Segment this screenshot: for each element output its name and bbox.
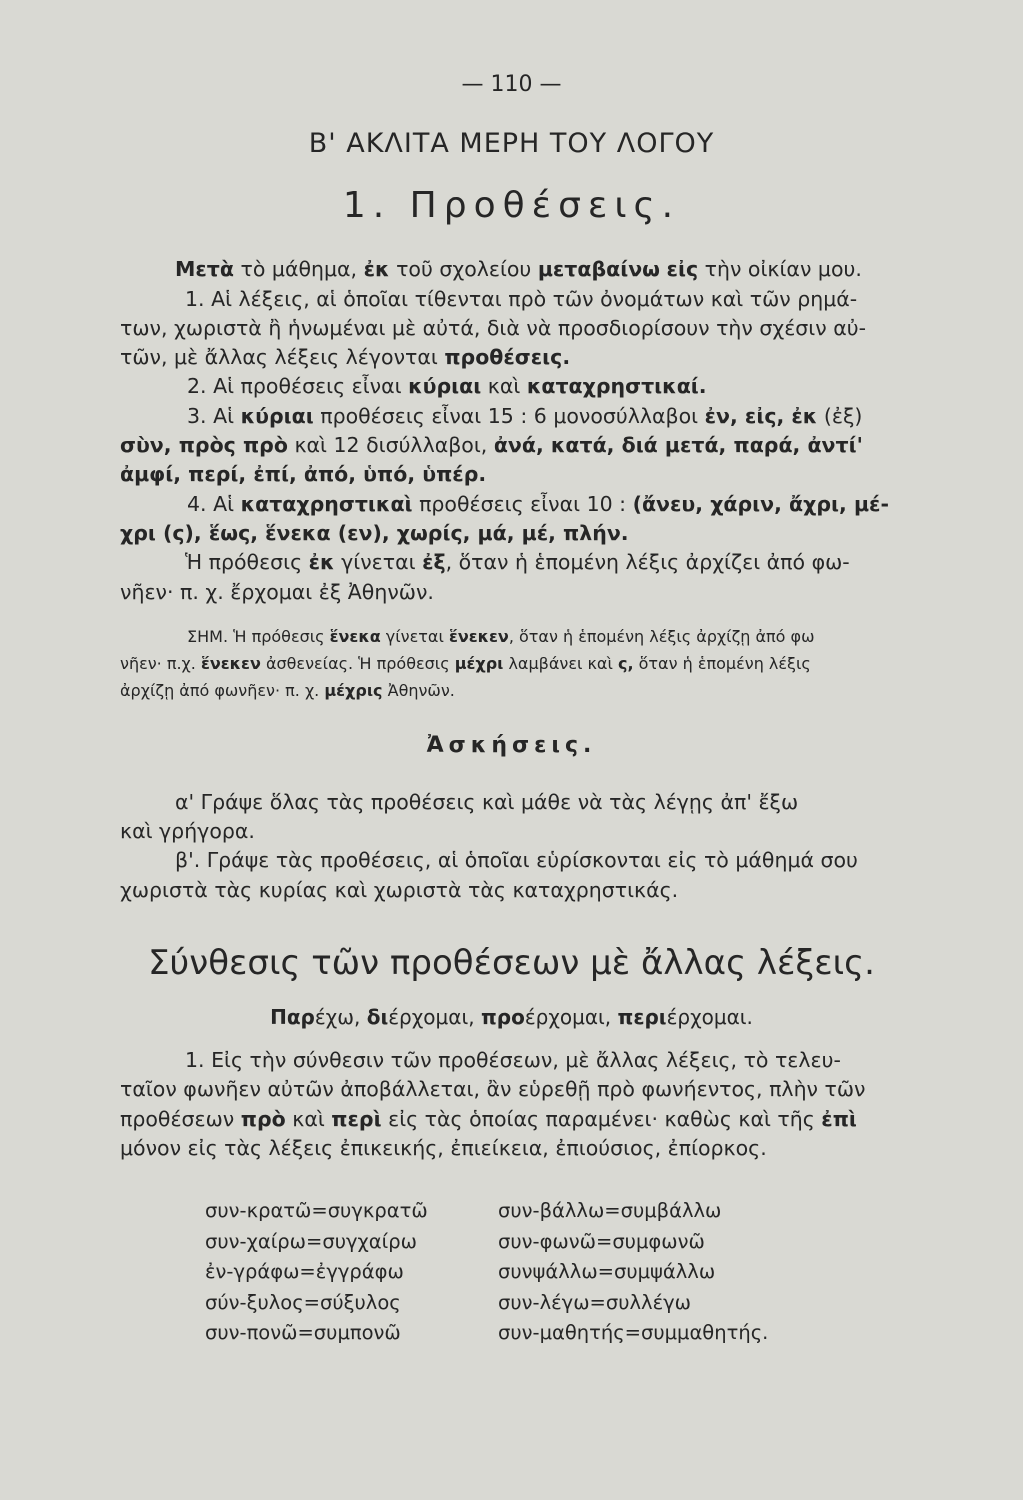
- compounds-right-column: [498, 1196, 768, 1349]
- chapter-title: 1. Προθέσεις.: [342, 185, 681, 226]
- page-number: — 110 —: [461, 72, 562, 97]
- composition-rule-line-3: προθέσεων πρὸ καὶ περὶ εἰς τὰς ὁποίας παραμένει· καθὼς καὶ τῆς ἐπὶ: [120, 1107, 857, 1131]
- compounds-left-column: [205, 1196, 428, 1349]
- compound-item: συν-φωνῶ=συμφωνῶ: [498, 1229, 705, 1253]
- part-title: Β' ΑΚΛΙΤΑ ΜΕΡΗ ΤΟΥ ΛΟΓΟΥ: [308, 128, 715, 159]
- rule-4-line-1: 4. Αἱ καταχρηστικαὶ προθέσεις εἶναι 10 : (ἄνευ, χάριν, ἄχρι, μέ-: [187, 492, 889, 516]
- compound-item: συν-λέγω=συλλέγω: [498, 1290, 691, 1314]
- compound-item: συν-κρατῶ=συγκρατῶ: [205, 1199, 428, 1222]
- rule-3-line-2: σὺν, πρὸς πρὸ καὶ 12 δισύλλαβοι, ἀνά, κατά, διά μετά, παρά, ἀντί': [120, 433, 863, 457]
- rule-2: 2. Αἱ προθέσεις εἶναι κύριαι καὶ καταχρηστικαί.: [187, 374, 707, 398]
- section-title: Σύνθεσις τῶν προθέσεων μὲ ἄλλας λέξεις.: [148, 943, 875, 983]
- compound-item: ἐν-γράφω=ἐγγράφω: [205, 1260, 404, 1283]
- exercises-title: Ἀσκήσεις.: [426, 733, 597, 758]
- compound-item: συν-μαθητής=συμμαθητής.: [498, 1321, 769, 1344]
- exercise-a-line-1: α' Γράψε ὅλας τὰς προθέσεις καὶ μάθε νὰ τὰς λέγῃς ἀπ' ἔξω: [175, 790, 799, 814]
- exercise-a-line-2: καὶ γρήγορα.: [120, 819, 255, 843]
- compound-item: συν-χαίρω=συγχαίρω: [205, 1229, 417, 1253]
- composition-rule-line-2: ταῖον φωνῆεν αὐτῶν ἀποβάλλεται, ἂν εὑρεθῇ πρὸ φωνήεντος, πλὴν τῶν: [120, 1077, 866, 1101]
- note-line-1: ΣΗΜ. Ἡ πρόθεσις ἕνεκα γίνεται ἕνεκεν, ὅταν ἡ ἑπομένη λέξις ἀρχίζῃ ἀπό φω: [187, 627, 815, 646]
- compound-item: συν-βάλλω=συμβάλλω: [498, 1199, 722, 1222]
- compound-item: συνψάλλω=συμψάλλω: [498, 1260, 716, 1283]
- compound-item: συν-πονῶ=συμπονῶ: [205, 1321, 401, 1344]
- rule-3-line-3: ἀμφί, περί, ἐπί, ἀπό, ὑπό, ὑπέρ.: [120, 462, 487, 486]
- composition-examples: Παρέχω, διέρχομαι, προέρχομαι, περιέρχομαι.: [270, 1005, 753, 1029]
- rule-5-line-1: Ἡ πρόθεσις ἐκ γίνεται ἐξ, ὅταν ἡ ἑπομένη λέξις ἀρχίζει ἀπό φω-: [185, 550, 850, 574]
- example-sentence: Μετὰ τὸ μάθημα, ἐκ τοῦ σχολείου μεταβαίνω εἰς τὴν οἰκίαν μου.: [175, 257, 862, 281]
- exercise-b-line-1: β'. Γράψε τὰς προθέσεις, αἱ ὁποῖαι εὑρίσκονται εἰς τὸ μάθημά σου: [175, 848, 858, 872]
- composition-rule-line-1: 1. Εἰς τὴν σύνθεσιν τῶν προθέσεων, μὲ ἄλλας λέξεις, τὸ τελευ-: [185, 1048, 841, 1072]
- exercise-b-line-2: χωριστὰ τὰς κυρίας καὶ χωριστὰ τὰς καταχρηστικάς.: [120, 878, 679, 902]
- rule-4-line-2: χρι (ς), ἕως, ἕνεκα (εν), χωρίς, μά, μέ, πλήν.: [120, 521, 629, 545]
- rule-1-line-1: 1. Αἱ λέξεις, αἱ ὁποῖαι τίθενται πρὸ τῶν ὀνομάτων καὶ τῶν ρημά-: [185, 287, 858, 311]
- compound-item: σύν-ξυλος=σύξυλος: [205, 1290, 401, 1314]
- note-line-3: ἀρχίζῃ ἀπό φωνῆεν· π. χ. μέχρις Ἀθηνῶν.: [120, 681, 455, 700]
- rule-3-line-1: 3. Αἱ κύριαι προθέσεις εἶναι 15 : 6 μονοσύλλαβοι ἐν, εἰς, ἐκ (ἐξ): [187, 404, 863, 428]
- composition-rule-line-4: μόνον εἰς τὰς λέξεις ἐπικεικής, ἐπιείκεια, ἐπιούσιος, ἐπίορκος.: [120, 1136, 767, 1160]
- note-line-2: νῆεν· π.χ. ἕνεκεν ἀσθενείας. Ἡ πρόθεσις μέχρι λαμβάνει καὶ ς, ὅταν ἡ ἑπομένη λέξις: [120, 654, 811, 673]
- rule-1-line-2: των, χωριστὰ ἢ ἡνωμέναι μὲ αὐτά, διὰ νὰ προσδιορίσουν τὴν σχέσιν αὐ-: [120, 316, 866, 340]
- rule-1-line-3: τῶν, μὲ ἄλλας λέξεις λέγονται προθέσεις.: [120, 345, 571, 369]
- rule-5-line-2: νῆεν· π. χ. ἔρχομαι ἐξ Ἀθηνῶν.: [120, 580, 434, 604]
